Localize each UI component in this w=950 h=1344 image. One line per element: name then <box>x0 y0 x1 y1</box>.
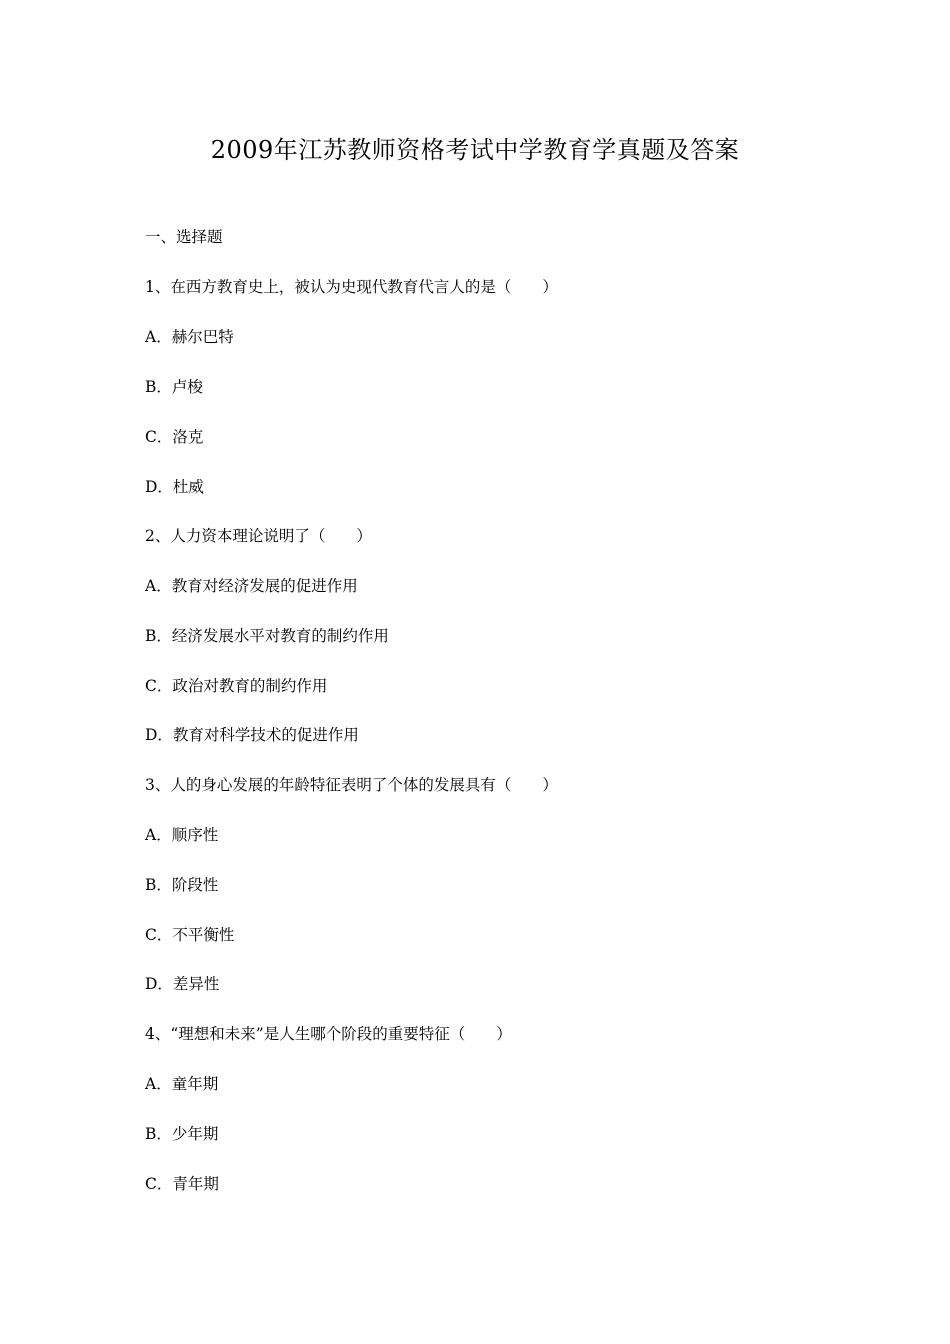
question-4-option-b: B．少年期 <box>145 1125 219 1143</box>
question-3-option-d: D．差异性 <box>145 975 220 993</box>
question-1-stem: 1、在西方教育史上，被认为史现代教育代言人的是（ ） <box>145 278 558 296</box>
question-3-option-c: C．不平衡性 <box>145 926 235 944</box>
question-4-option-a: A．童年期 <box>145 1075 219 1093</box>
question-3-stem: 3、人的身心发展的年龄特征表明了个体的发展具有（ ） <box>145 776 558 794</box>
question-4-stem: 4、“理想和未来”是人生哪个阶段的重要特征（ ） <box>145 1025 512 1043</box>
question-2-stem: 2、人力资本理论说明了（ ） <box>145 527 372 545</box>
question-1-option-d: D．杜威 <box>145 478 204 496</box>
question-2-option-a: A．教育对经济发展的促进作用 <box>145 577 358 595</box>
question-1-option-c: C．洛克 <box>145 428 204 446</box>
question-1-option-b: B．卢梭 <box>145 378 203 396</box>
question-3-option-a: A．顺序性 <box>145 826 219 844</box>
document-title: 2009年江苏教师资格考试中学教育学真题及答案 <box>210 136 740 164</box>
question-2-option-b: B．经济发展水平对教育的制约作用 <box>145 627 389 645</box>
question-4-option-c: C．青年期 <box>145 1175 219 1193</box>
section-heading: 一、选择题 <box>145 228 223 246</box>
question-1-option-a: A．赫尔巴特 <box>145 328 234 346</box>
question-2-option-c: C．政治对教育的制约作用 <box>145 677 328 695</box>
question-2-option-d: D．教育对科学技术的促进作用 <box>145 726 359 744</box>
question-3-option-b: B．阶段性 <box>145 876 219 894</box>
